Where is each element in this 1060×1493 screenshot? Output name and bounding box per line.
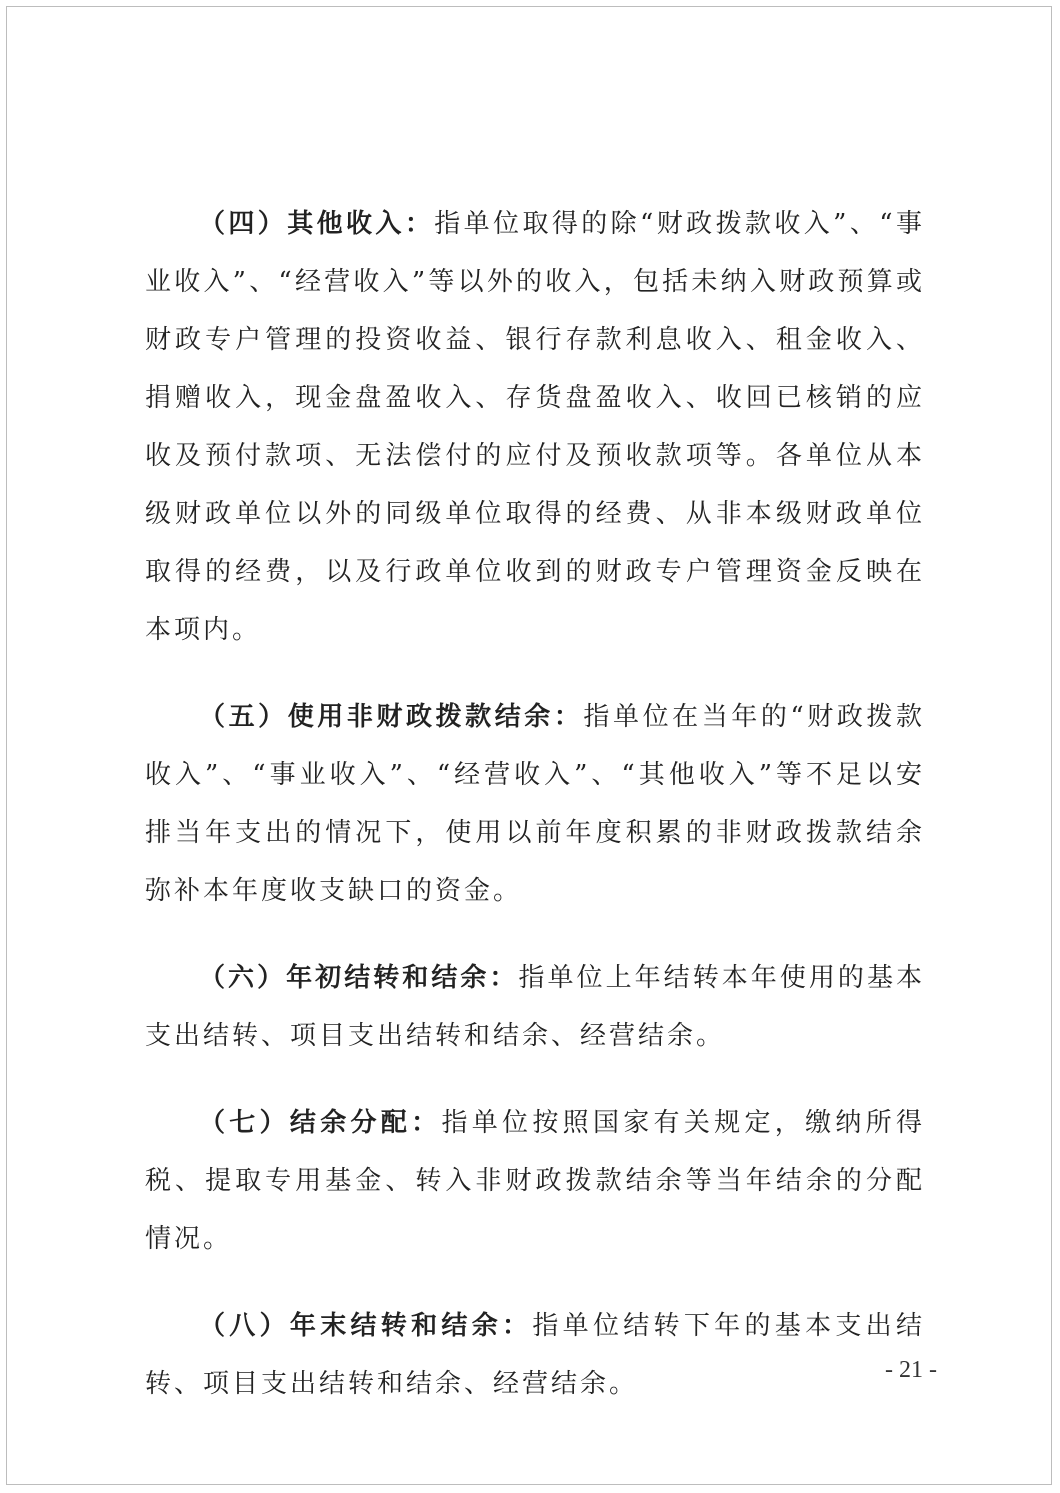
paragraph-opening-carryover bbox=[145, 949, 925, 1065]
paragraph-text: 指单位取得的除“财政拨款收入”、“事业收入”、“经营收入”等以外的收入，包括未纳入财政预算或财政专户管理的投资收益、银行存款利息收入、租金收入、捐赠收入，现金盘盈收入、存货盘盈收入、收回已核销的应收及预付款项、无法偿付的应付及预收款项等。各单位从本级财政单位以外的同级单位取得的经费、从非本级财政单位取得的经费，以及行政单位收到的财政专户管理资金反映在本项内。 bbox=[145, 209, 925, 645]
paragraph-text: 指单位按照国家有关规定，缴纳所得税、提取专用基金、转入非财政拨款结余等当年结余的分配情况。 bbox=[145, 1108, 925, 1254]
paragraph-heading: （七）结余分配： bbox=[199, 1108, 442, 1138]
paragraph-use-non-fiscal-surplus bbox=[145, 688, 925, 920]
paragraph-other-income bbox=[145, 195, 925, 659]
document-page bbox=[6, 6, 1052, 1485]
paragraph-text: 指单位结转下年的基本支出结转、项目支出结转和结余、经营结余。 bbox=[145, 1311, 925, 1399]
paragraph-heading: （八）年末结转和结余： bbox=[199, 1311, 533, 1341]
document-body bbox=[145, 195, 925, 1442]
paragraph-heading: （五）使用非财政拨款结余： bbox=[199, 702, 584, 732]
paragraph-heading: （四）其他收入： bbox=[199, 209, 435, 239]
paragraph-surplus-distribution bbox=[145, 1094, 925, 1268]
paragraph-closing-carryover bbox=[145, 1297, 925, 1413]
paragraph-text: 指单位上年结转本年使用的基本支出结转、项目支出结转和结余、经营结余。 bbox=[145, 963, 925, 1051]
page-number: - 21 - bbox=[885, 1357, 937, 1383]
paragraph-text: 指单位在当年的“财政拨款收入”、“事业收入”、“经营收入”、“其他收入”等不足以安排当年支出的情况下，使用以前年度积累的非财政拨款结余弥补本年度收支缺口的资金。 bbox=[145, 702, 925, 906]
paragraph-heading: （六）年初结转和结余： bbox=[199, 963, 519, 993]
